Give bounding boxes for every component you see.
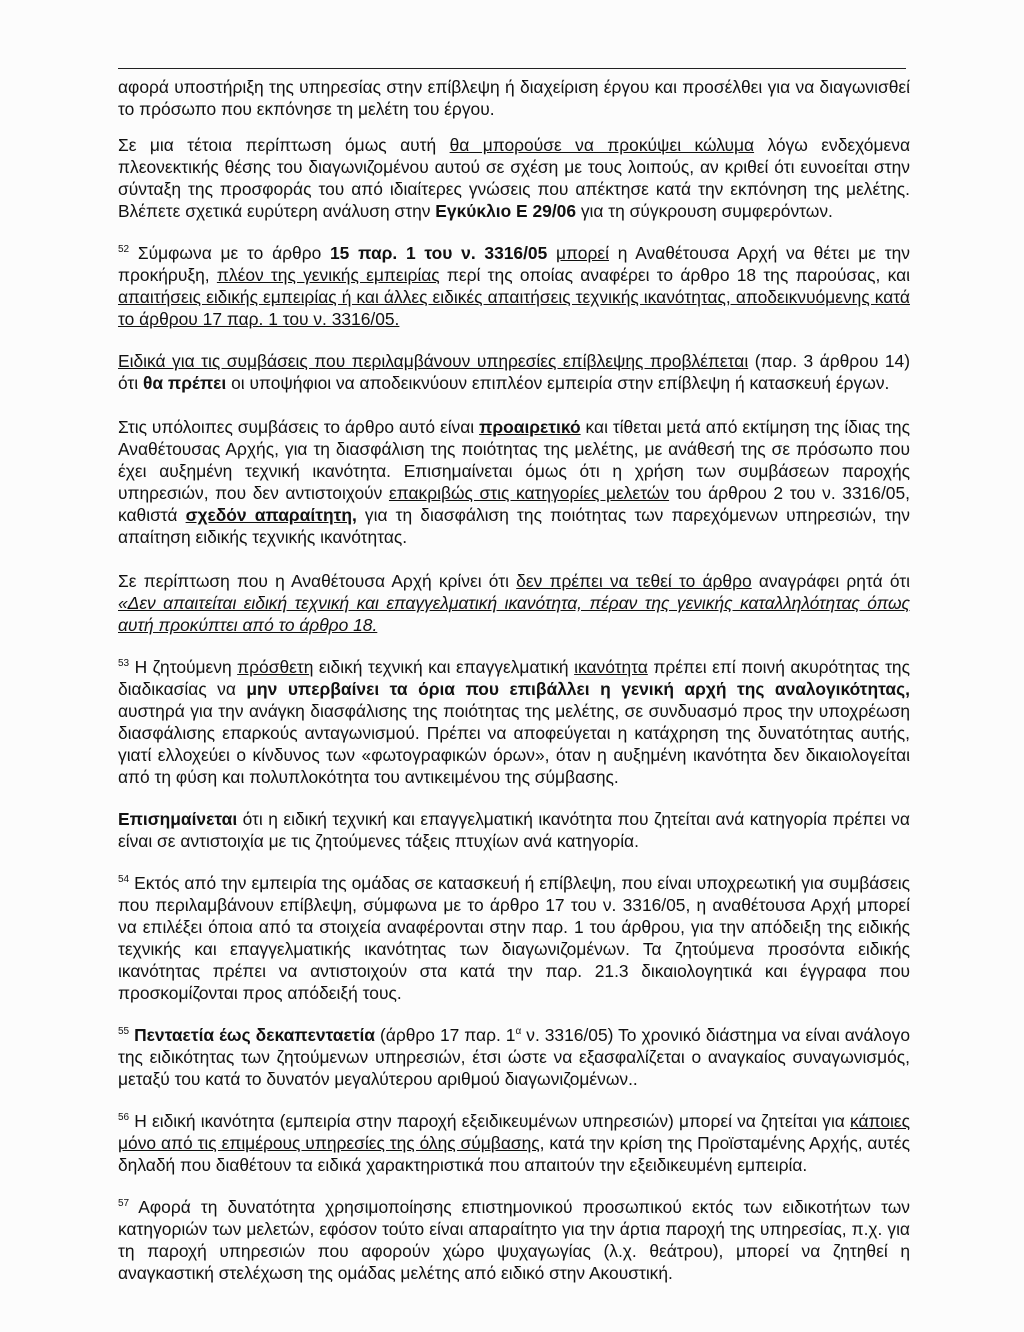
text: αναγράφει ρητά ότι	[751, 571, 911, 591]
footnote-number: 57	[118, 1198, 130, 1210]
footnote-54	[118, 872, 910, 1004]
footnote-52	[118, 242, 910, 330]
law-reference: 15 παρ. 1 του ν. 3316/05	[330, 243, 548, 263]
superscript: α	[515, 1026, 522, 1038]
text: Σε μια τέτοια περίπτωση όμως αυτή	[118, 135, 450, 155]
text: του άρθρου 2 του ν. 3316/05, καθιστά	[118, 483, 910, 525]
paragraph-note	[118, 808, 910, 852]
text: (παρ. 3 άρθρου 14) ότι	[118, 351, 911, 393]
text: αυστηρά για την ανάγκη διασφάλισης της ποιότητας της μελέτης, σε συνδυασμό προς την υποχρέωση διασφάλισης επαρκούς ανταγωνισμού. Πρέπει να αποφεύγεται η κατάχρηση της δυνατότητας αυτής, γιατί ελλοχεύει ο κίνδυνος των «φωτογραφικών όρων», όταν η αυξημένη ικανότητα δεν δικαιολογείται από τη φύση και πολυπλοκότητα του αντικειμένου της σύμβασης.	[118, 701, 910, 787]
paragraph-intro	[118, 76, 910, 120]
footnote-57	[118, 1196, 910, 1284]
text: οι υποψήφιοι να αποδεικνύουν επιπλέον εμπειρία στην επίβλεψη ή κατασκευή έργων.	[226, 373, 890, 393]
text: Στις υπόλοιπες συμβάσεις το άρθρο αυτό είναι	[118, 417, 480, 437]
underlined-text: δεν πρέπει να τεθεί το άρθρο	[516, 571, 752, 591]
paragraph-supervision	[118, 350, 910, 394]
footnote-number: 53	[118, 658, 130, 670]
bold-underlined-text: σχεδόν απαραίτητη,	[185, 505, 357, 525]
text: λόγω ενδεχόμενα πλεονεκτικής θέσης του διαγωνιζομένου αυτού σε σχέση με τους λοιπούς, αν κριθεί ότι ευνοείται στην σύνταξη της προσφοράς του από ιδιαίτερες γνώσεις που απέκτησε κατά την εκπόνηση της μελέτης. Βλέπετε σχετικά ευρύτερη ανάλυση στην	[118, 135, 911, 221]
text: (άρθρο 17 παρ. 1	[375, 1025, 516, 1045]
text: η Αναθέτουσα Αρχή να θέτει με την προκήρυξη,	[118, 243, 910, 285]
text: Σύμφωνα με το άρθρο	[129, 243, 331, 263]
underlined-text: μπορεί	[556, 243, 609, 263]
text: για τη σύγκρουση συμφερόντων.	[576, 201, 833, 221]
bold-text: θα πρέπει	[143, 373, 227, 393]
circular-reference: Εγκύκλιο Ε 29/06	[435, 201, 576, 221]
text: Αφορά τη δυνατότητα χρησιμοποίησης επιστημονικού προσωπικού εκτός των ειδικοτήτων των κατηγοριών των μελετών, εφόσον τούτο είναι απαραίτητο για την άρτια παροχή της υπηρεσίας, π.χ. για τη παροχή υπηρεσιών που αφορούν χώρο ψυχαγωγίας (λ.χ. θεάτρου), μπορεί να ζητηθεί η αναγκαστική στελέχωση της ομάδας μελέτης από ειδικό στην Ακουστική.	[118, 1197, 910, 1283]
text: Η ειδική ικανότητα (εμπειρία στην παροχή εξειδικευμένων υπηρεσιών) μπορεί να ζητείται για	[129, 1111, 851, 1131]
footnote-53	[118, 656, 910, 788]
bold-text: Πενταετία έως δεκαπενταετία	[134, 1025, 376, 1045]
text: Η ζητούμενη	[129, 657, 238, 677]
text: περί της οποίας αναφέρει το άρθρο 18 της παρούσας, και	[439, 265, 910, 285]
paragraph-not-required	[118, 570, 910, 636]
paragraph-conflict	[118, 134, 910, 222]
footnote-number: 54	[118, 874, 130, 886]
paragraph-optional	[118, 416, 910, 548]
underlined-text: απαιτήσεις ειδικής εμπειρίας ή και άλλες ειδικές απαιτήσεις τεχνικής ικανότητας, αποδεικνυόμενης κατά το άρθρου 17 παρ. 1 του ν. 3316/05.	[118, 287, 910, 329]
footnote-number: 55	[118, 1026, 130, 1038]
underlined-text: επακριβώς στις κατηγορίες μελετών	[388, 483, 670, 503]
bold-underlined-text: προαιρετικό	[479, 417, 581, 437]
underlined-text: κάποιες μόνο από τις επιμέρους υπηρεσίες της όλης σύμβασης	[118, 1111, 910, 1153]
text: για τη διασφάλιση της ποιότητας των παρεχόμενων υπηρεσιών, την απαίτηση ειδικής τεχνικής ικανότητας.	[118, 505, 910, 547]
footnote-56	[118, 1110, 910, 1176]
underlined-text: πρόσθετη	[237, 657, 314, 677]
text: ν. 3316/05) Το χρονικό διάστημα να είναι ανάλογο της ειδικότητας των ζητούμενων υπηρεσιών, έτσι ώστε να εξασφαλίζεται ο αναγκαίος συναγωνισμός, μεταξύ του κατά το δυνατόν μεγαλύτερου αριθμού διαγωνιζομένων..	[118, 1025, 910, 1089]
bold-text: Επισημαίνεται	[118, 809, 238, 829]
underlined-text: πλέον της γενικής εμπειρίας	[216, 265, 440, 285]
footnote-number: 56	[118, 1112, 130, 1124]
underlined-text: ικανότητα	[574, 657, 648, 677]
footnote-55	[118, 1024, 910, 1090]
text	[547, 243, 556, 263]
text: Σε περίπτωση που η Αναθέτουσα Αρχή κρίνει ότι	[118, 571, 517, 591]
text: ειδική τεχνική και επαγγελματική	[313, 657, 575, 677]
text: , κατά την κρίση της Προϊσταμένης Αρχής, αυτές δηλαδή που διαθέτουν τα ειδικά χαρακτηριστικά που απαιτούν την εξειδικευμένη εμπειρία.	[118, 1133, 910, 1175]
footnote-separator	[118, 68, 906, 69]
underlined-text: Ειδικά για τις συμβάσεις που περιλαμβάνουν υπηρεσίες επίβλεψης προβλέπεται	[118, 351, 749, 371]
text: αφορά υποστήριξη της υπηρεσίας στην επίβλεψη ή διαχείριση έργου και προσέλθει για να διαγωνισθεί το πρόσωπο που εκπόνησε τη μελέτη του έργου.	[118, 77, 910, 119]
footnote-content	[118, 76, 910, 1284]
italic-quote: «Δεν απαιτείται ειδική τεχνική και επαγγελματική ικανότητα, πέραν της γενικής καταλληλότητας όπως αυτή προκύπτει από το άρθρο 18.	[118, 593, 910, 635]
text: πρέπει επί ποινή ακυρότητας της διαδικασίας να	[118, 657, 910, 699]
bold-text: μην υπερβαίνει τα όρια που επιβάλλει η γενική αρχή της αναλογικότητας,	[246, 679, 910, 699]
underlined-text: θα μπορούσε να προκύψει κώλυμα	[449, 135, 755, 155]
text: Εκτός από την εμπειρία της ομάδας σε κατασκευή ή επίβλεψη, που είναι υποχρεωτική για συμβάσεις που περιλαμβάνουν επίβλεψη, σύμφωνα με το άρθρο 17 του ν. 3316/05, η αναθέτουσα Αρχή μπορεί να επιλέξει όποια από τα στοιχεία αναφέρονται στην παρ. 1 του άρθρου, για την απόδειξη της ειδικής τεχνικής και επαγγελματικής ικανότητας των διαγωνιζομένων. Τα ζητούμενα προσόντα ειδικής ικανότητας πρέπει να αντιστοιχούν στα κατά την παρ. 21.3 δικαιολογητικά και έγγραφα που προσκομίζονται προς απόδειξή τους.	[118, 873, 910, 1003]
footnote-number: 52	[118, 244, 130, 256]
text: και τίθεται μετά από εκτίμηση της ίδιας της Αναθέτουσας Αρχής, για τη διασφάλιση της ποιότητας της μελέτης, με ανάθεσή της σε πρόσωπο που έχει αυξημένη τεχνική ικανότητα. Επισημαίνεται όμως ότι η χρήση των συμβάσεων παροχής υπηρεσιών, που δεν αντιστοιχούν	[118, 417, 910, 503]
text: ότι η ειδική τεχνική και επαγγελματική ικανότητα που ζητείται ανά κατηγορία πρέπει να είναι σε αντιστοιχία με τις ζητούμενες τάξεις πτυχίων ανά κατηγορία.	[118, 809, 910, 851]
